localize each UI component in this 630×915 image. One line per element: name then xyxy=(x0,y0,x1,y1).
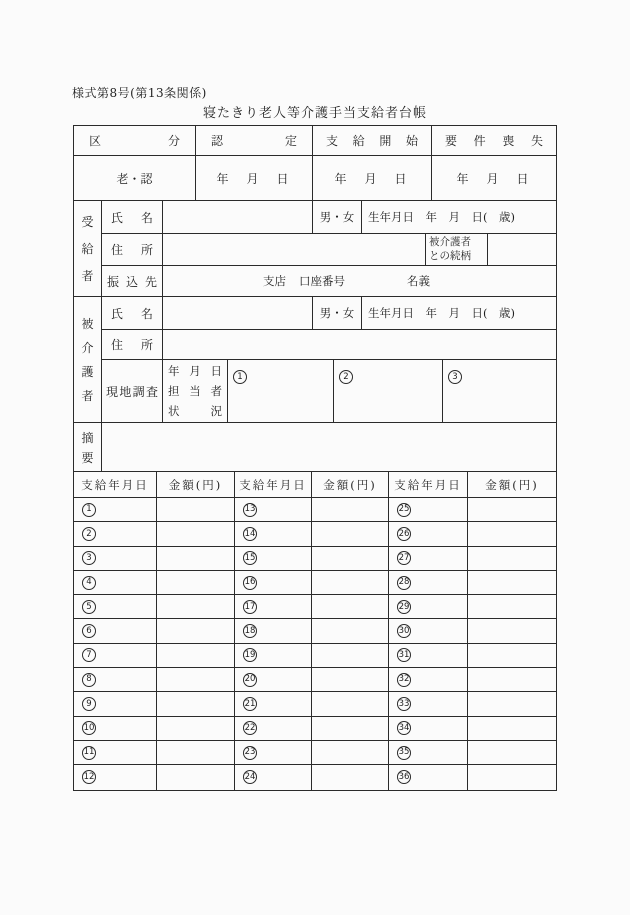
care-receiver-name-input-cell[interactable] xyxy=(163,297,313,329)
payment-row-3 xyxy=(74,547,556,571)
circled-number: 31 xyxy=(397,648,411,662)
payment-amount-cell[interactable] xyxy=(157,741,235,764)
payment-row-5 xyxy=(74,595,556,619)
yoken-soshitsu-date-cell[interactable]: 年 月 日 xyxy=(456,171,532,186)
payment-amount-cell[interactable] xyxy=(312,741,389,764)
recipient-transfer-row xyxy=(102,266,556,296)
care-receiver-address-label: 住所 xyxy=(102,330,163,359)
payment-date-cell[interactable] xyxy=(74,741,157,764)
payment-date-cell[interactable] xyxy=(74,717,157,740)
form-number: 様式第8号(第13条関係) xyxy=(72,86,207,100)
payment-amount-cell[interactable] xyxy=(468,692,556,715)
payment-ledger-table xyxy=(73,472,557,791)
circled-number: 29 xyxy=(397,600,411,614)
circled-number: 33 xyxy=(397,697,411,711)
payment-date-cell[interactable] xyxy=(235,522,312,545)
payment-amount-header: 金額(円) xyxy=(157,472,235,497)
payment-amount-cell[interactable] xyxy=(312,717,389,740)
payment-date-cell[interactable] xyxy=(389,644,468,667)
payment-amount-cell[interactable] xyxy=(157,571,235,594)
payment-amount-header: 金額(円) xyxy=(485,477,539,492)
payment-amount-cell[interactable] xyxy=(312,668,389,691)
care-receiver-address-input-cell[interactable] xyxy=(163,330,556,359)
payment-amount-cell[interactable] xyxy=(157,765,235,789)
account-holder-label: 名義 xyxy=(407,274,430,288)
circled-number: 6 xyxy=(82,624,96,638)
care-receiver-birthdate-cell[interactable]: 生年月日 年 月 日( 歳) xyxy=(368,306,515,320)
circled-number: 13 xyxy=(243,503,257,517)
payment-row-4 xyxy=(74,571,556,595)
main-info-table xyxy=(73,125,557,472)
header-cell-kubun: 区分 xyxy=(74,126,196,155)
payment-date-cell[interactable] xyxy=(389,571,468,594)
payment-amount-cell[interactable] xyxy=(312,619,389,642)
payment-row-12 xyxy=(74,765,556,789)
header-cell-nintei: 認定 xyxy=(196,126,313,155)
payment-amount-header: 金額(円) xyxy=(312,472,389,497)
circled-number: 4 xyxy=(82,576,96,590)
circled-number: 7 xyxy=(82,648,96,662)
payment-date-cell[interactable] xyxy=(389,692,468,715)
payment-date-cell[interactable] xyxy=(235,547,312,570)
survey-sublabels: 年月日 担当者 状況 xyxy=(163,360,228,422)
care-receiver-address-row xyxy=(102,330,556,360)
payment-amount-cell[interactable] xyxy=(312,644,389,667)
survey-slot-1-cell[interactable] xyxy=(228,360,334,422)
payment-amount-cell[interactable] xyxy=(468,644,556,667)
circled-number: 28 xyxy=(397,576,411,590)
payment-amount-cell[interactable] xyxy=(157,668,235,691)
payment-date-cell[interactable] xyxy=(389,547,468,570)
survey-slot-3-cell[interactable] xyxy=(443,360,556,422)
branch-label: 支店 xyxy=(263,274,286,288)
payment-date-cell[interactable] xyxy=(74,668,157,691)
circled-number: 24 xyxy=(243,770,257,784)
payment-date-cell[interactable] xyxy=(74,571,157,594)
payment-date-cell[interactable] xyxy=(389,619,468,642)
payment-row-9 xyxy=(74,692,556,716)
payment-date-cell[interactable] xyxy=(235,741,312,764)
care-receiver-gender-cell[interactable]: 男・女 xyxy=(313,297,362,329)
payment-row-2 xyxy=(74,522,556,546)
circled-number: 8 xyxy=(82,673,96,687)
recipient-section xyxy=(74,201,556,297)
recipient-name-input-cell[interactable] xyxy=(163,201,313,233)
account-number-label: 口座番号 xyxy=(299,274,345,288)
payment-date-cell[interactable] xyxy=(389,595,468,618)
circled-number: 16 xyxy=(243,576,257,590)
circled-number: 11 xyxy=(82,746,96,760)
payment-amount-cell[interactable] xyxy=(468,619,556,642)
payment-date-cell[interactable] xyxy=(235,692,312,715)
payment-row-6 xyxy=(74,619,556,643)
payment-amount-cell[interactable] xyxy=(157,547,235,570)
payment-header-row xyxy=(74,472,556,498)
recipient-birthdate-cell[interactable]: 生年月日 年 月 日( 歳) xyxy=(368,210,515,224)
recipient-section-label: 受 給 者 xyxy=(74,201,102,296)
circled-number: 23 xyxy=(243,746,257,760)
recipient-address-input-cell[interactable] xyxy=(163,234,426,265)
circled-number: 19 xyxy=(243,648,257,662)
payment-date-header: 支給年月日 xyxy=(74,472,157,497)
circled-number-1: 1 xyxy=(233,370,247,384)
transfer-destination-input-cell[interactable] xyxy=(163,266,556,296)
survey-slot-2-cell[interactable] xyxy=(334,360,443,422)
circled-number: 25 xyxy=(397,503,411,517)
kubun-value-cell[interactable]: 老・認 xyxy=(74,156,196,200)
circled-number: 14 xyxy=(243,527,257,541)
recipient-name-label: 氏名 xyxy=(102,201,163,233)
circled-number: 9 xyxy=(82,697,96,711)
circled-number: 2 xyxy=(82,527,96,541)
payment-date-header: 支給年月日 xyxy=(235,472,312,497)
circled-number: 34 xyxy=(397,721,411,735)
circled-number: 17 xyxy=(243,600,257,614)
payment-amount-cell[interactable] xyxy=(312,571,389,594)
payment-date-cell[interactable] xyxy=(74,522,157,545)
recipient-section-body xyxy=(102,201,556,296)
payment-date-cell[interactable] xyxy=(235,619,312,642)
payment-date-cell[interactable] xyxy=(389,765,468,789)
circled-number: 26 xyxy=(397,527,411,541)
payment-date-cell[interactable] xyxy=(74,644,157,667)
payment-date-cell[interactable] xyxy=(235,498,312,521)
payment-date-cell[interactable] xyxy=(389,522,468,545)
transfer-destination-label: 振込先 xyxy=(102,266,163,296)
shikyu-kaishi-date-cell[interactable]: 年 月 日 xyxy=(313,156,432,200)
form-body xyxy=(73,125,557,791)
care-receiver-name-label: 氏名 xyxy=(102,297,163,329)
circled-number: 20 xyxy=(243,673,257,687)
payment-amount-cell[interactable] xyxy=(312,765,389,789)
payment-date-cell[interactable] xyxy=(235,717,312,740)
payment-amount-cell[interactable] xyxy=(312,522,389,545)
payment-date-cell[interactable] xyxy=(74,765,157,789)
payment-date-cell[interactable] xyxy=(235,595,312,618)
payment-amount-cell[interactable] xyxy=(157,522,235,545)
payment-date-cell[interactable] xyxy=(235,571,312,594)
care-receiver-section-body xyxy=(102,297,556,422)
payment-amount-cell[interactable] xyxy=(468,498,556,521)
payment-amount-cell[interactable] xyxy=(312,547,389,570)
classification-value-row xyxy=(74,156,556,201)
header-cell-shikyu-kaishi: 支給開始 xyxy=(313,126,432,155)
payment-amount-cell[interactable] xyxy=(312,595,389,618)
care-receiver-section-label: 被 介 護 者 xyxy=(74,297,102,422)
payment-amount-cell[interactable] xyxy=(468,571,556,594)
circled-number: 27 xyxy=(397,551,411,565)
payment-amount-cell[interactable] xyxy=(312,692,389,715)
circled-number: 36 xyxy=(397,770,411,784)
payment-amount-cell[interactable] xyxy=(468,717,556,740)
payment-amount-cell[interactable] xyxy=(468,522,556,545)
payment-amount-cell[interactable] xyxy=(157,595,235,618)
payment-date-cell[interactable] xyxy=(235,644,312,667)
payment-row-8 xyxy=(74,668,556,692)
payment-date-header: 支給年月日 xyxy=(389,472,468,497)
field-survey-label: 現地調査 xyxy=(102,360,163,422)
circled-number: 5 xyxy=(82,600,96,614)
field-survey-row xyxy=(102,360,556,422)
payment-row-10 xyxy=(74,717,556,741)
care-receiver-name-row xyxy=(102,297,556,330)
payment-date-cell[interactable] xyxy=(389,741,468,764)
recipient-name-row xyxy=(102,201,556,234)
payment-date-cell[interactable] xyxy=(74,498,157,521)
payment-date-cell[interactable] xyxy=(389,668,468,691)
payment-amount-cell[interactable] xyxy=(468,741,556,764)
remarks-section-label: 摘 要 xyxy=(74,423,102,471)
circled-number: 1 xyxy=(82,503,96,517)
header-cell-yoken-soshitsu: 要件喪失 xyxy=(445,134,543,148)
recipient-address-label: 住所 xyxy=(102,234,163,265)
payment-date-cell[interactable] xyxy=(74,619,157,642)
circled-number: 3 xyxy=(82,551,96,565)
classification-header-row xyxy=(74,126,556,156)
payment-amount-cell[interactable] xyxy=(312,498,389,521)
circled-number-3: 3 xyxy=(448,370,462,384)
payment-amount-cell[interactable] xyxy=(468,595,556,618)
payment-amount-cell[interactable] xyxy=(157,619,235,642)
payment-date-cell[interactable] xyxy=(235,765,312,789)
payment-date-cell[interactable] xyxy=(74,595,157,618)
circled-number: 21 xyxy=(243,697,257,711)
remarks-section xyxy=(74,423,556,471)
circled-number: 10 xyxy=(82,721,96,735)
payment-date-cell[interactable] xyxy=(74,547,157,570)
payment-row-11 xyxy=(74,741,556,765)
care-receiver-section xyxy=(74,297,556,423)
recipient-address-row xyxy=(102,234,556,266)
payment-amount-cell[interactable] xyxy=(157,644,235,667)
payment-amount-cell[interactable] xyxy=(468,765,556,789)
nintei-date-cell[interactable]: 年 月 日 xyxy=(196,156,313,200)
relation-input-cell[interactable] xyxy=(488,234,556,265)
relation-to-care-receiver-label: 被介護者 との続柄 xyxy=(426,234,488,265)
payment-date-cell[interactable] xyxy=(389,498,468,521)
circled-number: 35 xyxy=(397,746,411,760)
circled-number: 15 xyxy=(243,551,257,565)
circled-number-2: 2 xyxy=(339,370,353,384)
circled-number: 30 xyxy=(397,624,411,638)
payment-date-cell[interactable] xyxy=(74,692,157,715)
circled-number: 12 xyxy=(82,770,96,784)
circled-number: 18 xyxy=(243,624,257,638)
remarks-input-cell[interactable] xyxy=(102,423,556,471)
payment-amount-cell[interactable] xyxy=(157,717,235,740)
payment-amount-cell[interactable] xyxy=(468,668,556,691)
payment-date-cell[interactable] xyxy=(235,668,312,691)
payment-date-cell[interactable] xyxy=(389,717,468,740)
circled-number: 32 xyxy=(397,673,411,687)
payment-amount-cell[interactable] xyxy=(468,547,556,570)
payment-row-7 xyxy=(74,644,556,668)
recipient-gender-cell[interactable]: 男・女 xyxy=(313,201,362,233)
page-title: 寝たきり老人等介護手当支給者台帳 xyxy=(202,106,427,121)
circled-number: 22 xyxy=(243,721,257,735)
payment-amount-cell[interactable] xyxy=(157,498,235,521)
payment-row-1 xyxy=(74,498,556,522)
payment-amount-cell[interactable] xyxy=(157,692,235,715)
